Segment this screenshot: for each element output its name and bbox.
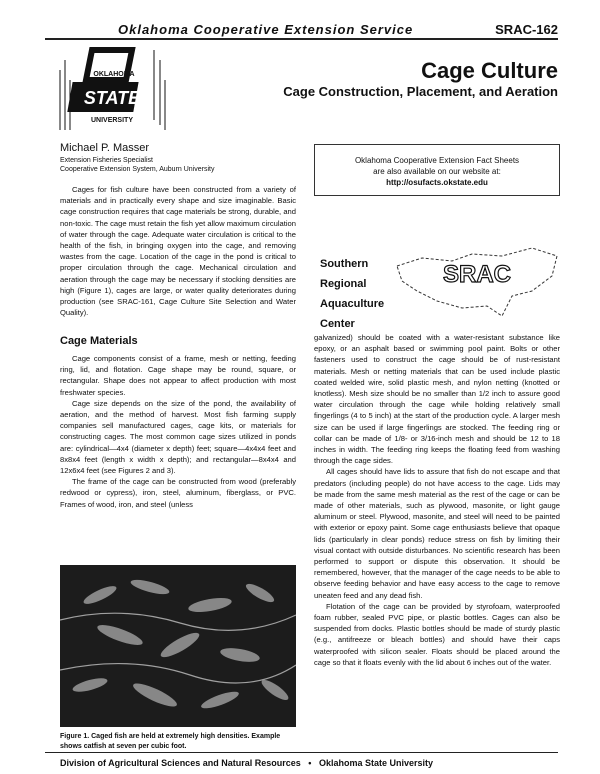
figure-1-caption: Figure 1. Caged fish are held at extremely high densities. Example shows catfish at seven per cubic foot.: [60, 733, 281, 750]
srac-word: Regional: [320, 278, 367, 290]
intro-paragraph: [60, 184, 296, 318]
srac-map-logo: [392, 236, 562, 326]
website-link[interactable]: http://osufacts.okstate.edu: [386, 178, 488, 187]
figure-1-photo: [60, 565, 296, 727]
cage-materials-text: [60, 353, 296, 510]
paragraph: Cage components consist of a frame, mesh or netting, feeding ring, lid, and flotation. Cage shape may be round, square, or rectangular. Shape does not appear to affect production with most freshwater species.: [60, 354, 296, 397]
author-name: Michael P. Masser: [60, 142, 150, 154]
logo-text-oklahoma: OKLAHOMA: [93, 71, 135, 78]
footer: [60, 758, 560, 768]
author-org: Cooperative Extension System, Auburn University: [60, 166, 215, 173]
notice-line-2: are also available on our website at:: [373, 167, 501, 176]
section-heading: Cage Materials: [60, 335, 138, 347]
logo-text-university: UNIVERSITY: [90, 117, 134, 124]
logo-text-state: STATE: [83, 88, 141, 108]
srac-word: Center: [320, 318, 355, 330]
paragraph: All cages should have lids to assure that fish do not escape and that predators (including people) do not have access to the cage. Lids may be made from the same mesh material as the rest of the cage or can be made of other materials, such as plywood, masonite, or light gauge aluminum or steel. Plywood, masonite, and steel will need to be painted with exterior or epoxy paint. Some cage enthusiasts believe that opaque lids (particularly in clear ponds) reduce stress on fish by limiting their visual contact with outside disturbances. No scientific research has been performed to support or dispute this observation. It should be remembered, however, that the manager of the cage needs to be able to observe feeding behavior and have easy access to the cage to remove uneaten feed and any dead fish.: [314, 467, 560, 600]
paragraph: The frame of the cage can be constructed from wood (preferably redwood or cypress), iron, steel, aluminum, fiberglass, or PVC. Frames of wood, iron, and steel (unless: [60, 477, 296, 509]
paragraph: galvanized) should be coated with a water-resistant substance like epoxy, or an asphalt based or swimming pool paint. Bolts or other fasteners used to construct the cage should be of rust-resistant materials. Mesh or netting materials that can be used include plastic coated welded wire, solid plastic mesh, and nylon netting (knotted or knotless). Mesh size should be no smaller than 1/2 inch to assure good water circulation through the cage while holding relatively small fingerlings (4 to 5 inch) at the start of the production cycle. A larger mesh size can be used if large fingerlings are stocked. The feeding ring or collar can be made of 1/8- or 3/16-inch mesh and should be 12 to 18 inches in width. The feeding ring keeps the floating feed from washing through the cage sides.: [314, 333, 560, 466]
footer-division: Division of Agricultural Sciences and Natural Resources: [60, 758, 301, 768]
osu-logo: [52, 40, 172, 134]
footer-separator: •: [308, 758, 312, 768]
srac-name: [320, 254, 384, 334]
fact-sheet-code: SRAC-162: [495, 22, 558, 37]
srac-word: Southern: [320, 258, 369, 270]
srac-logo-text: SRAC: [442, 261, 512, 288]
author-role: Extension Fisheries Specialist: [60, 157, 153, 164]
author-affiliation: [60, 156, 214, 174]
series-name: Oklahoma Cooperative Extension Service: [118, 22, 414, 37]
notice-line-1: Oklahoma Cooperative Extension Fact Sheets: [354, 156, 520, 165]
intro-text: Cages for fish culture have been constructed from a variety of materials and in practically every shape and size imaginable. Basic cage construction requires that cage materials be strong, durable, and non-toxic. The cage must retain the fish yet allow maximum circulation of water through the cage. Adequate water circulation is critical to the health of the fish, in bringing oxygen into the cage, and removing wastes from the cage. Location of the cage in the pond is critical to proper circulation through the cage. Mechanical circulation and aeration through the cage may be necessary if stocking densities are high (Figure 1), cages are large, or water quality deteriorates during production (see SRAC-161, Cage Culture Site Selection and Water Quality).: [60, 185, 296, 318]
footer-rule: [45, 752, 558, 753]
column-2-text: [314, 332, 560, 668]
series-header: [118, 22, 558, 37]
page-title: Cage Culture: [421, 58, 558, 83]
paragraph: Cage size depends on the size of the pond, the availability of aeration, and the method of harvest. Most fish farming supply companies sell manufactured cages, cage kits, or materials for constructing cages. The most common cage sizes utilized in ponds are: cylindrical—4x4 (diameter x depth) feet; square—4x4x4 feet and 8x8x4 feet (length x width x depth); and rectangular—8x4x4 and 12x6x4 feet (see Figures 2 and 3).: [60, 398, 296, 476]
page-subtitle: Cage Construction, Placement, and Aeration: [283, 84, 558, 99]
factsheet-notice-box: [314, 144, 560, 196]
srac-word: Aquaculture: [320, 298, 385, 310]
footer-university: Oklahoma State University: [318, 758, 433, 768]
paragraph: Flotation of the cage can be provided by styrofoam, waterproofed foam rubber, sealed PVC pipe, or plastic bottles. Cages can also be suspended from docks. Plastic bottles should be made of sturdy plastic (e.g., antifreeze or bleach bottles) and should have their caps waterproofed with silicon sealer. Floats should be placed around the cage so that it floats evenly with the lid about 6 inches out of the water.: [314, 601, 560, 667]
